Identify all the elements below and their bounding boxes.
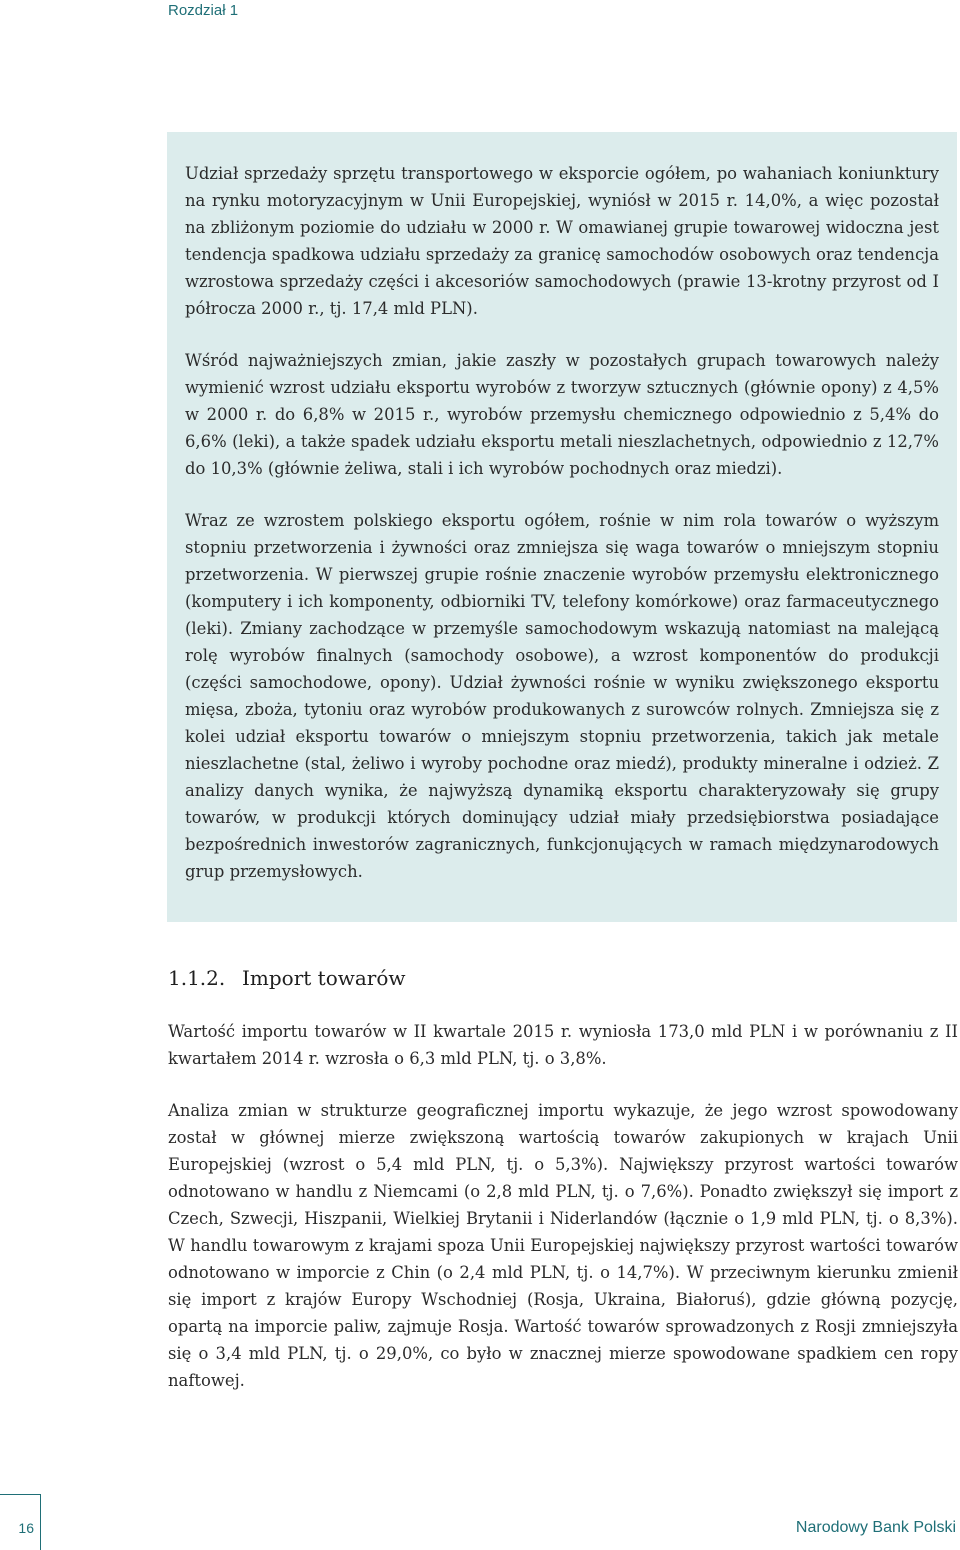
body-paragraph: Analiza zmian w strukturze geograficznej importu wykazuje, że jego wzrost spowodowany został w głównej mierze zwiększoną wartością towarów zakupionych w krajach Unii Europejskiej (wzrost o 5,4 mld PLN, tj. o 5,3%). Największy przyrost wartości towarów odnotowano w handlu z Niemcami (o 2,8 mld PLN, tj. o 7,6%). Ponadto zwiększył się import z Czech, Szwecji, Hiszpanii, Wielkiej Brytanii i Niderlandów (łącznie o 1,9 mld PLN, tj. o 8,3%). W handlu towarowym z krajami spoza Unii Europejskiej największy przyrost wartości towarów odnotowano w imporcie z Chin (o 2,4 mld PLN, tj. o 14,7%). W przeciwnym kierunku zmienił się import z krajów Europy Wschodniej (Rosja, Ukraina, Białoruś), gdzie główną pozycję, opartą na imporcie paliw, zajmuje Rosja. Wartość towarów sprowadzonych z Rosji zmniejszyła się o 3,4 mld PLN, tj. o 29,0%, co było w znacznej mierze spowodowane spadkiem cen ropy naftowej. bbox=[168, 1101, 958, 1390]
box-paragraph: Wraz ze wzrostem polskiego eksportu ogółem, rośnie w nim rola towarów o wyższym stopniu przetworzenia i żywności oraz zmniejsza się waga towarów o mniejszym stopniu przetworzenia. W pierwszej grupie rośnie znaczenie wyrobów przemysłu elektronicznego (komputery i ich komponenty, odbiorniki TV, telefony komórkowe) oraz farmaceutycznego (leki). Zmiany zachodzące w przemyśle samochodowym wskazują natomiast na malejącą rolę wyrobów finalnych (samochody osobowe), a wzrost komponentów do produkcji (części samochodowe, opony). Udział żywności rośnie w wyniku zwiększonego eksportu mięsa, zboża, tytoniu oraz wyrobów produkowanych z surowców rolnych. Zmniejsza się z kolei udział eksportu towarów o mniejszym stopniu przetworzenia, takich jak metale nieszlachetne (stal, żeliwo i wyroby pochodne oraz miedź), produkty mineralne i odzież. Z analizy danych wynika, że najwyższą dynamiką eksportu charakteryzowały się grupy towarów, w produkcji których dominujący udział miały przedsiębiorstwa posiadające bezpośrednich inwestorów zagranicznych, funkcjonujących w ramach międzynarodowych grup przemysłowych. bbox=[185, 511, 939, 881]
page-number: 16 bbox=[18, 1520, 34, 1536]
box-paragraph: Wśród najważniejszych zmian, jakie zaszły w pozostałych grupach towarowych należy wymienić wzrost udziału eksportu wyrobów z tworzyw sztucznych (głównie opony) z 4,5% w 2000 r. do 6,8% w 2015 r., wyrobów przemysłu chemicznego odpowiednio z 5,4% do 6,6% (leki), a także spadek udziału eksportu metali nieszlachetnych, odpowiednio z 12,7% do 10,3% (głównie żeliwa, stali i ich wyrobów pochodnych oraz miedzi). bbox=[185, 351, 939, 478]
running-header-chapter: Rozdział 1 bbox=[168, 2, 239, 19]
footer-rule bbox=[0, 1494, 40, 1495]
body-paragraph: Wartość importu towarów w II kwartale 2015 r. wyniosła 173,0 mld PLN i w porównaniu z II kwartałem 2014 r. wzrosła o 6,3 mld PLN, tj. o 3,8%. bbox=[168, 1022, 958, 1068]
section-number: 1.1.2. bbox=[168, 966, 226, 990]
main-text bbox=[168, 1018, 958, 1419]
highlight-box bbox=[167, 132, 957, 922]
footer-vertical-rule bbox=[40, 1494, 41, 1550]
footer-brand: Narodowy Bank Polski bbox=[795, 1519, 956, 1536]
box-paragraph: Udział sprzedaży sprzętu transportowego w eksporcie ogółem, po wahaniach koniunktury na rynku motoryzacyjnym w Unii Europejskiej, wyniósł w 2015 r. 14,0%, a więc pozostał na zbliżonym poziomie do udziału w 2000 r. W omawianej grupie towarowej widoczna jest tendencja spadkowa udziału sprzedaży za granicę samochodów osobowych oraz tendencja wzrostowa sprzedaży części i akcesoriów samochodowych (prawie 13-krotny przyrost od I półrocza 2000 r., tj. 17,4 mld PLN). bbox=[185, 164, 939, 318]
section-heading bbox=[168, 966, 406, 990]
section-title: Import towarów bbox=[242, 966, 406, 990]
